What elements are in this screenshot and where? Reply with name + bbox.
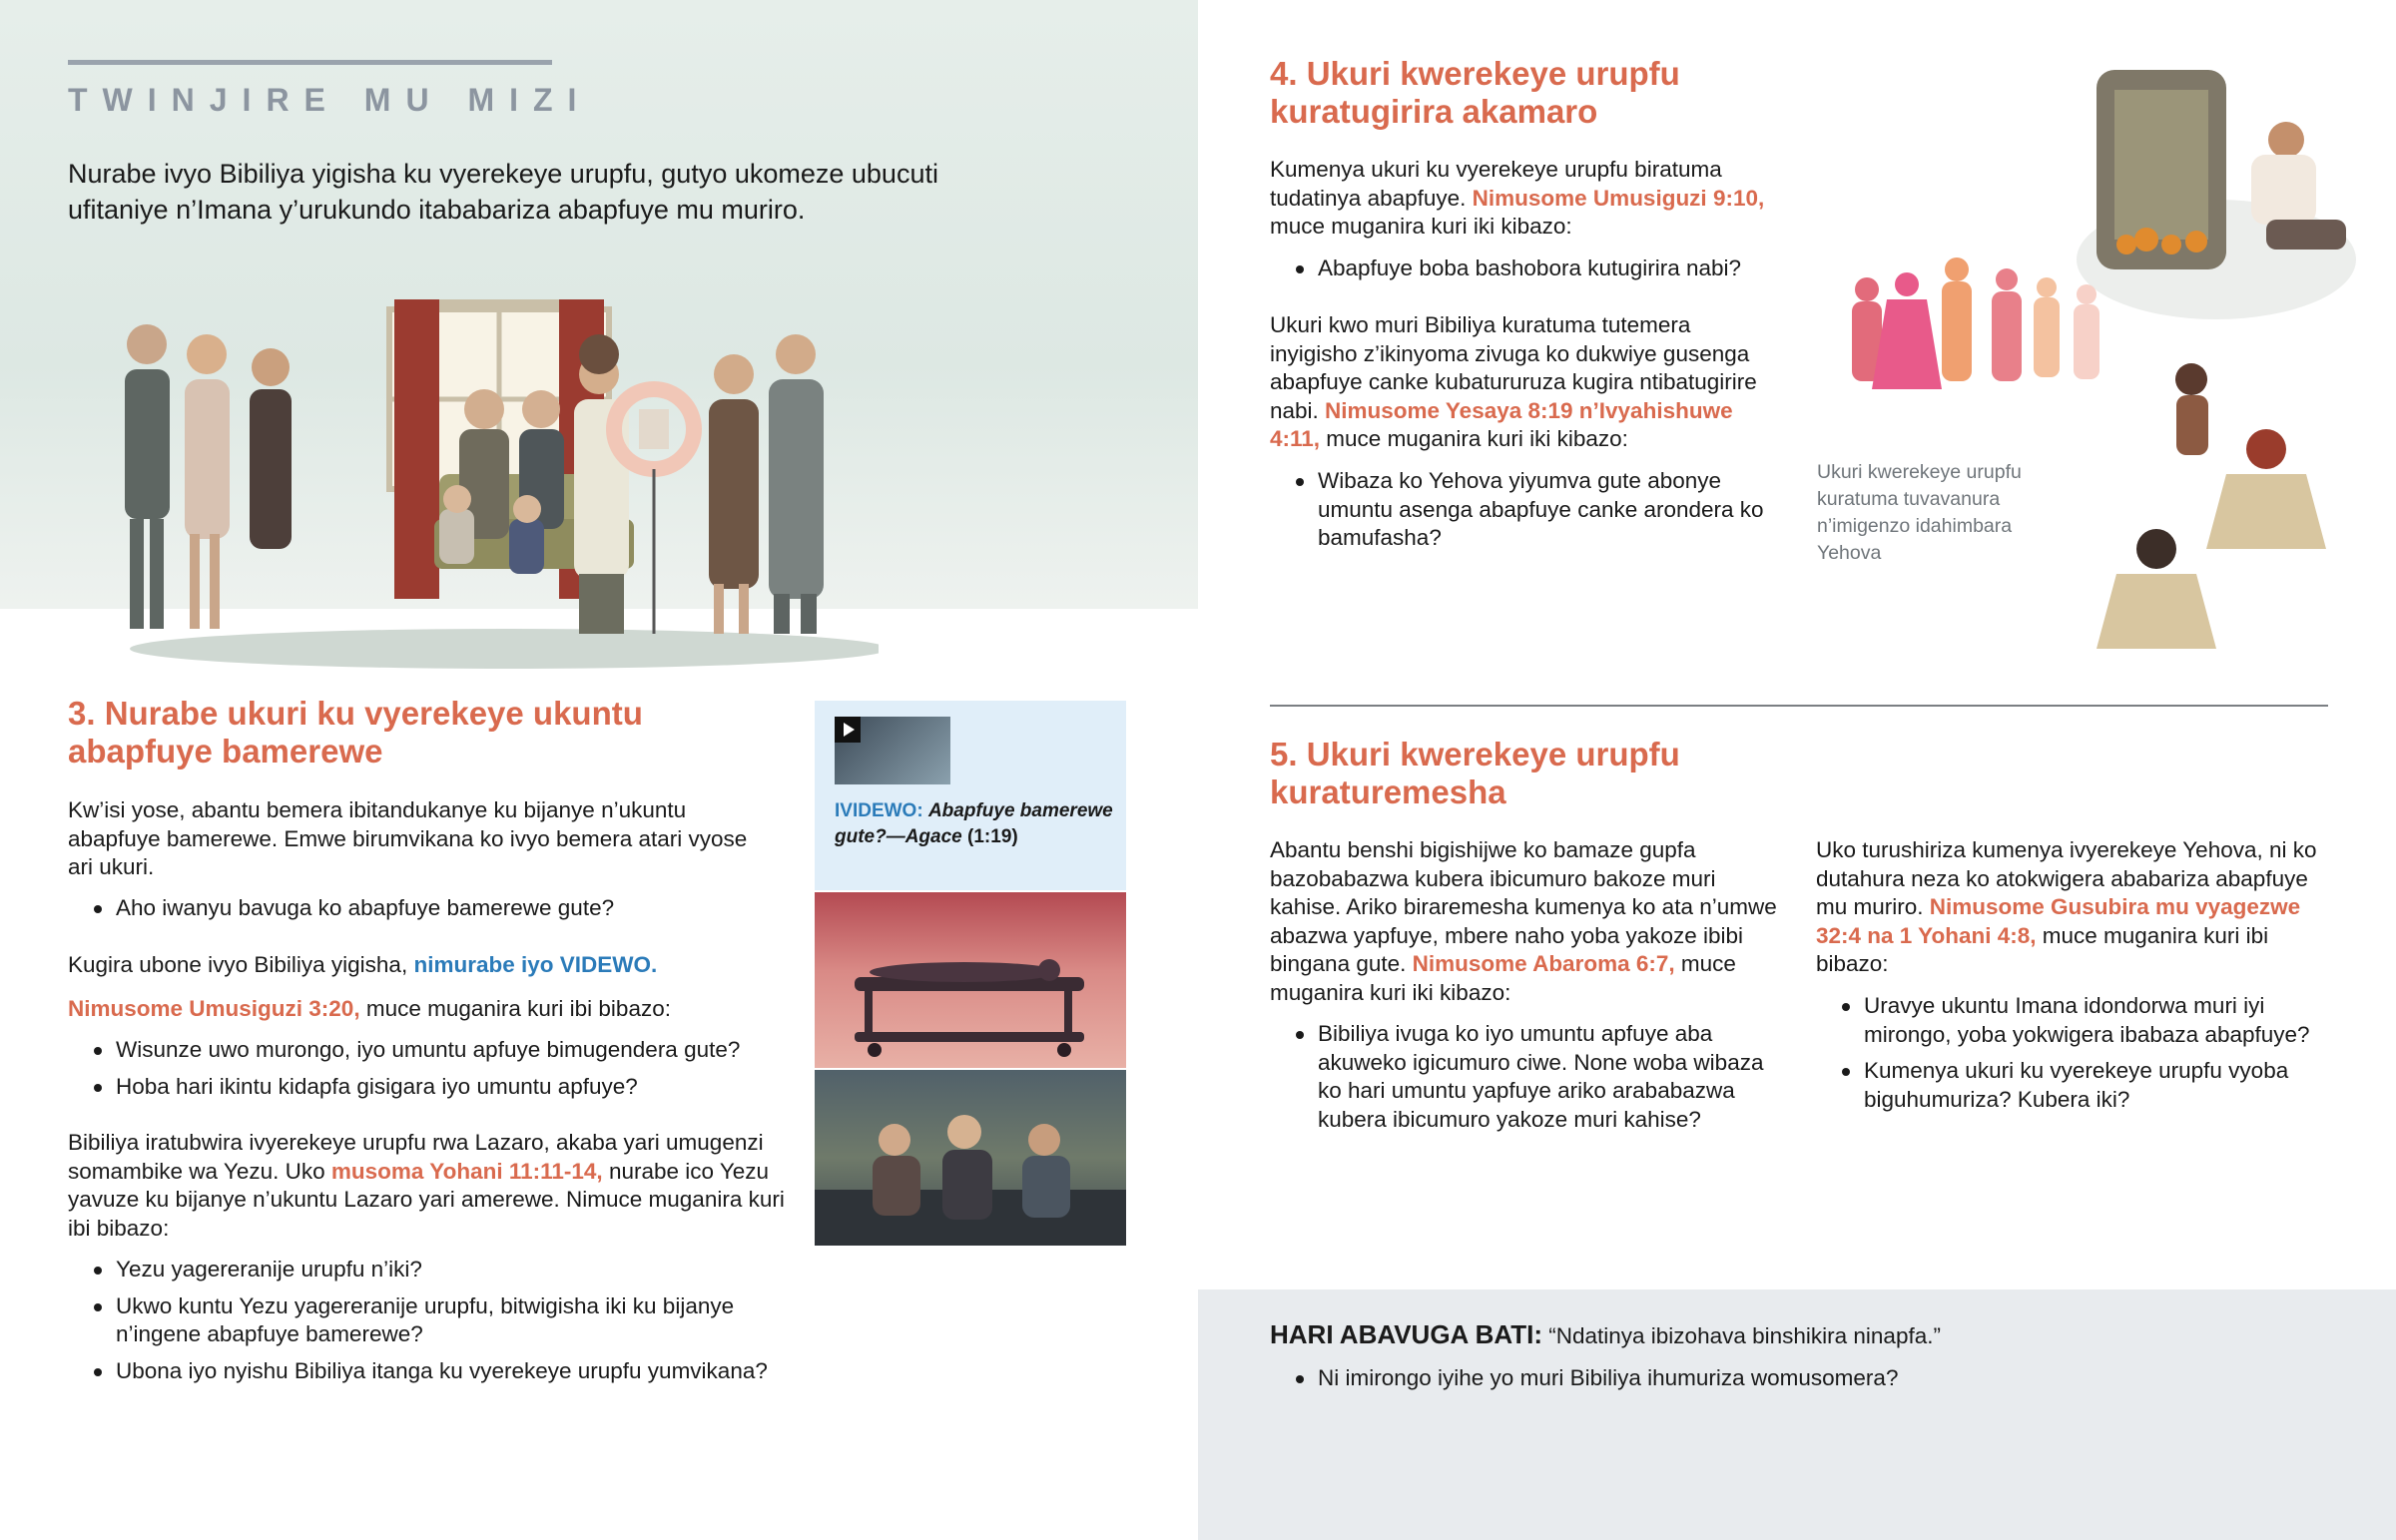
scripture-reference[interactable]: musoma Yohani 11:11-14, <box>330 1158 603 1184</box>
scripture-reference[interactable]: Nimusome Abaroma 6:7, <box>1412 951 1675 976</box>
video-box[interactable] <box>815 701 1126 890</box>
paragraph-text: muce muganira kuri ibi bibazo: <box>1816 922 2269 976</box>
footer-question-list <box>1270 1364 2318 1401</box>
waiting-room-image <box>815 1070 1126 1246</box>
section-4-title: 4. Ukuri kwerekeye urupfu kuratugirira akamaro <box>1270 55 1680 130</box>
section-3-question-list-2 <box>68 1036 787 1109</box>
question-item: Wisunze uwo murongo, iyo umuntu apfuye bimugendera gute? <box>68 1036 787 1065</box>
section-3-paragraph-4 <box>68 1129 787 1243</box>
kicker: TWINJIRE MU MIZI <box>68 82 592 118</box>
section-5-question-list-2 <box>1816 992 2335 1122</box>
scripture-reference[interactable]: Nimusome Umusiguzi 9:10, <box>1472 185 1765 211</box>
section-divider <box>1270 705 2328 707</box>
scripture-reference[interactable]: Nimusome Gusubira mu vyagezwe 32:4 na 1 Yohani 4:8, <box>1816 894 2301 948</box>
section-3-paragraph-1: Kw’isi yose, abantu bemera ibitandukanye ku bijanye n’ukuntu abapfuye bamerewe. Emwe birumvikana ko ivyo bemera atari vyose ari ukuri. <box>68 797 748 879</box>
kicker-rule <box>68 60 552 65</box>
question-item: Ubona iyo nyishu Bibiliya itanga ku vyerekeye urupfu yumvikana? <box>68 1357 787 1386</box>
section-3-question-list-3 <box>68 1256 787 1393</box>
footer-label: HARI ABAVUGA BATI: <box>1270 1319 1542 1349</box>
video-link[interactable]: nimurabe iyo VIDEWO <box>413 952 651 977</box>
video-title: Abapfuye bamerewe gute?—Agace <box>835 800 1113 847</box>
section-5-question-list-1 <box>1270 1020 1779 1142</box>
video-thumbnail[interactable] <box>835 717 950 784</box>
paragraph-text: Ukuri kwo muri Bibiliya kuratuma tutemera inyigisho z’ikinyoma zivuga ko dukwiye gusenga abapfuye canke kubatururuza kugira ntibatugirire nabi. <box>1270 312 1757 423</box>
video-label: IVIDEWO: <box>835 800 923 821</box>
image-caption: Ukuri kwerekeye urupfu kuratuma tuvavanura n’imigenzo idahimbara Yehova <box>1817 461 2022 564</box>
scripture-reference[interactable]: Nimusome Umusiguzi 3:20, <box>68 996 360 1021</box>
paragraph-text: Kumenya ukuri ku vyerekeye urupfu biratuma tudatinya abapfuye. <box>1270 157 1722 211</box>
paragraph-text: Abantu benshi bigishijwe ko bamaze gupfa bazobabazwa kubera ibicumuro bakoze muri kahise. Ariko biraremesha kumenya ko ata n’umwe abazwa yapfuye, mbere naho yoba yakoze ibibi bingana gute. <box>1270 837 1777 976</box>
section-3-paragraph-3 <box>68 995 787 1024</box>
question-item: Hoba hari ikintu kidapfa gisigara iyo umuntu apfuye? <box>68 1073 787 1102</box>
section-3-title: 3. Nurabe ukuri ku vyerekeye ukuntu abapfuye bamerewe <box>68 695 643 770</box>
paragraph-text: Bibiliya iratubwira ivyerekeye urupfu rwa Lazaro, akaba yari umugenzi somambike wa Yezu. Uko <box>68 1130 764 1184</box>
section-3-paragraph-2 <box>68 951 787 980</box>
section-5-paragraph-1 <box>1270 836 1779 1007</box>
question-item: Ni imirongo iyihe yo muri Bibiliya ihumuriza womusomera? <box>1270 1364 2318 1393</box>
paragraph-text: . <box>651 952 658 977</box>
question-item: Ukwo kuntu Yezu yagereranije urupfu, bitwigisha iki ku bijanye n’ingene abapfuye bamerewe? <box>68 1292 787 1349</box>
question-item: Kumenya ukuri ku vyerekeye urupfu vyoba biguhumuriza? Kubera iki? <box>1816 1057 2335 1114</box>
section-4-question-list-1 <box>1270 255 1789 291</box>
paragraph-text: muce muganira kuri iki kibazo: <box>1320 426 1628 451</box>
video-caption <box>835 798 1114 850</box>
footer-quote: “Ndatinya ibizohava binshikira ninapfa.” <box>1548 1323 1941 1348</box>
footer-quote-line <box>1270 1320 2318 1351</box>
question-item: Aho iwanyu bavuga ko abapfuye bamerewe gute? <box>68 894 787 923</box>
paragraph-text: muce muganira kuri ibi bibazo: <box>359 996 671 1021</box>
paragraph-text: muce muganira kuri iki kibazo: <box>1270 951 1736 1005</box>
question-item: Uravye ukuntu Imana idondorwa muri iyi mirongo, yoba yokwigera ibabaza abapfuye? <box>1816 992 2335 1049</box>
play-icon[interactable] <box>835 717 861 743</box>
paragraph-text: nurabe ico Yezu yavuze ku bijanye n’ukuntu Lazaro yari amerewe. Nimuce muganira kuri ibi bibazo: <box>68 1158 785 1241</box>
section-5-title: 5. Ukuri kwerekeye urupfu kuraturemesha <box>1270 736 1680 810</box>
traditions-illustration <box>1797 30 2356 679</box>
section-4-paragraph-2 <box>1270 311 1779 454</box>
question-item: Yezu yagereranije urupfu n’iki? <box>68 1256 787 1284</box>
funeral-illustration <box>110 279 879 669</box>
video-duration: (1:19) <box>967 826 1018 847</box>
section-4-paragraph-1 <box>1270 156 1779 242</box>
hospital-bed-image <box>815 892 1126 1068</box>
intro-text: Nurabe ivyo Bibiliya yigisha ku vyerekeye urupfu, gutyo ukomeze ubucuti ufitaniye n’Imana y’urukundo itababariza abapfuye mu muriro. <box>68 159 938 225</box>
paragraph-text: Kugira ubone ivyo Bibiliya yigisha, <box>68 952 414 977</box>
question-item: Wibaza ko Yehova yiyumva gute abonye umuntu asenga abapfuye canke arondera ko bamufasha? <box>1270 467 1789 553</box>
paragraph-text: muce muganira kuri iki kibazo: <box>1270 214 1572 239</box>
section-4-question-list-2 <box>1270 467 1789 561</box>
paragraph-text: Uko turushiriza kumenya ivyerekeye Yehova, ni ko dutahura neza ko atokwigera ababariza abapfuye mu muriro. <box>1816 837 2317 919</box>
question-item: Abapfuye boba bashobora kutugirira nabi? <box>1270 255 1789 283</box>
scripture-reference[interactable]: Nimusome Yesaya 8:19 n’Ivyahishuwe 4:11, <box>1270 397 1733 451</box>
section-3-question-list-1 <box>68 894 787 931</box>
question-item: Bibiliya ivuga ko iyo umuntu apfuye aba akuweko igicumuro ciwe. None woba wibaza ko hari umuntu yapfuye ariko arababazwa kubera ibicumuro yakoze muri kahise? <box>1270 1020 1779 1134</box>
section-5-paragraph-2 <box>1816 836 2335 979</box>
